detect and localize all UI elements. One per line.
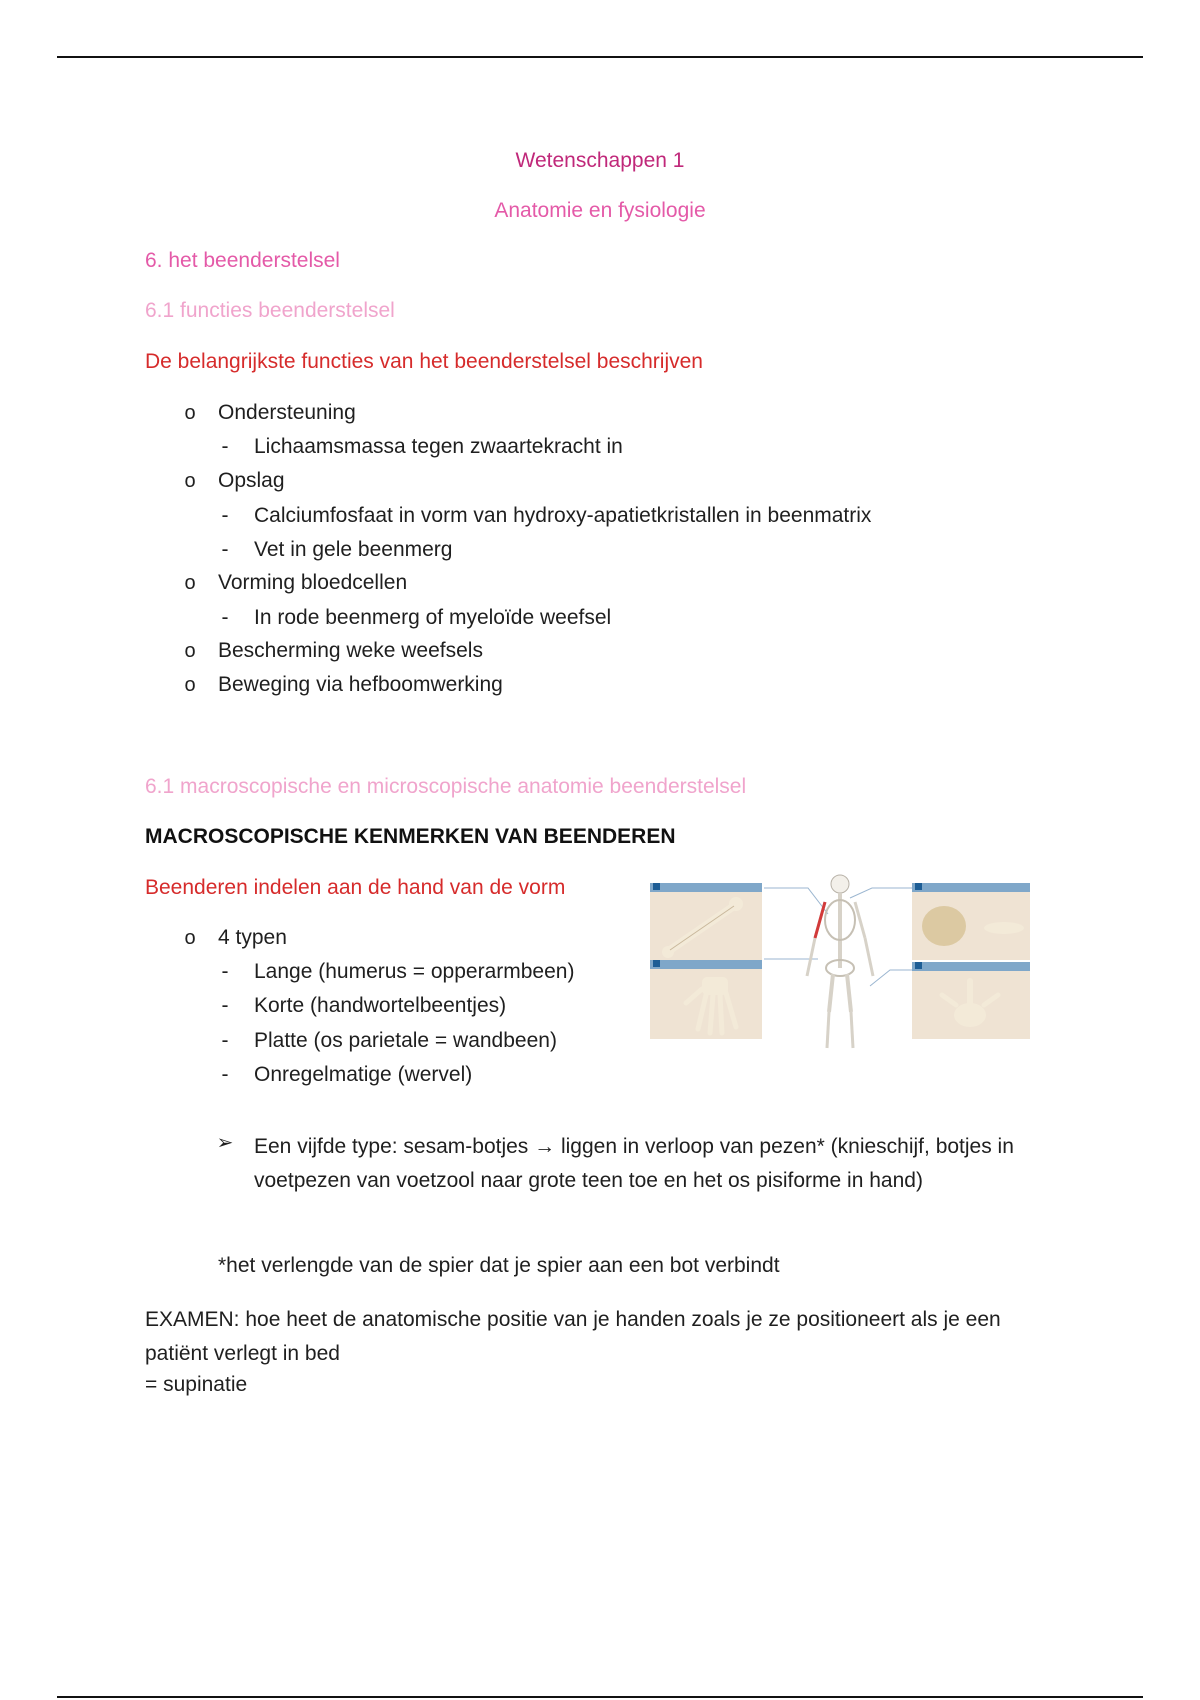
dash-bullet-icon: -: [221, 1063, 229, 1086]
dash-bullet-icon: -: [221, 435, 229, 458]
flat-bone-icon: [912, 892, 1030, 960]
sub-list-item: Calciumfosfaat in vorm van hydroxy-apatietkristallen in beenmatrix: [254, 504, 872, 527]
arrow-bullet-icon: ➢: [216, 1132, 234, 1154]
sub-list-item: Lichaamsmassa tegen zwaartekracht in: [254, 435, 623, 458]
document-title: Wetenschappen 1: [515, 149, 685, 172]
irregular-bone-panel: [912, 962, 1030, 1039]
top-rule: [57, 56, 1143, 58]
dash-bullet-icon: -: [221, 606, 229, 629]
skeleton-icon: [795, 872, 885, 1052]
exam-question: EXAMEN: hoe heet de anatomische positie van je handen zoals je ze positioneert als je een patiënt verlegt in bed: [145, 1308, 1001, 1365]
panel-tag-icon: [915, 883, 922, 890]
exam-answer: = supinatie: [145, 1373, 248, 1396]
bone-type-long: Lange (humerus = opperarmbeen): [254, 960, 575, 983]
long-bone-panel: [650, 883, 762, 960]
short-bone-panel: [650, 960, 762, 1039]
learning-objective-functions: De belangrijkste functies van het beenderstelsel beschrijven: [145, 350, 703, 373]
list-item: Vorming bloedcellen: [218, 571, 408, 594]
footnote: *het verlengde van de spier dat je spier aan een bot verbindt: [218, 1254, 780, 1277]
long-bone-icon: [650, 892, 762, 960]
learning-objective-shape: Beenderen indelen aan de hand van de vorm: [145, 876, 566, 899]
bone-type-short: Korte (handwortelbeentjes): [254, 994, 507, 1017]
dash-bullet-icon: -: [221, 994, 229, 1017]
chapter-heading: 6. het beenderstelsel: [145, 249, 340, 272]
section-heading-anatomy: 6.1 macroscopische en microscopische anatomie beenderstelsel: [145, 775, 747, 798]
circle-bullet-icon: o: [184, 402, 196, 424]
circle-bullet-icon: o: [184, 572, 196, 594]
list-item: 4 typen: [218, 926, 287, 949]
list-item: Beweging via hefboomwerking: [218, 673, 503, 696]
fifth-type-note: Een vijfde type: sesam-botjes → liggen in verloop van pezen* (knieschijf, botjes in voetpezen van voetzool naar grote teen toe en het os pisiforme in hand): [254, 1135, 1014, 1192]
bone-types-figure: [650, 872, 1030, 1052]
panel-tag-icon: [653, 960, 660, 967]
sub-list-item: Vet in gele beenmerg: [254, 538, 453, 561]
bottom-rule: [57, 1696, 1143, 1698]
list-item: Opslag: [218, 469, 285, 492]
circle-bullet-icon: o: [184, 927, 196, 949]
panel-tag-icon: [915, 962, 922, 969]
dash-bullet-icon: -: [221, 538, 229, 561]
list-item: Ondersteuning: [218, 401, 356, 424]
hand-bones-icon: [650, 969, 762, 1039]
flat-bone-panel: [912, 883, 1030, 960]
bone-type-flat: Platte (os parietale = wandbeen): [254, 1029, 557, 1052]
document-subtitle: Anatomie en fysiologie: [494, 199, 706, 222]
sub-list-item: In rode beenmerg of myeloïde weefsel: [254, 606, 612, 629]
subheading-macroscopic: MACROSCOPISCHE KENMERKEN VAN BEENDEREN: [145, 825, 676, 848]
dash-bullet-icon: -: [221, 1029, 229, 1052]
bone-type-irregular: Onregelmatige (wervel): [254, 1063, 473, 1086]
dash-bullet-icon: -: [221, 960, 229, 983]
panel-tag-icon: [653, 883, 660, 890]
circle-bullet-icon: o: [184, 674, 196, 696]
section-heading-functions: 6.1 functies beenderstelsel: [145, 299, 395, 322]
circle-bullet-icon: o: [184, 640, 196, 662]
circle-bullet-icon: o: [184, 470, 196, 492]
vertebra-icon: [912, 971, 1030, 1039]
list-item: Bescherming weke weefsels: [218, 639, 483, 662]
dash-bullet-icon: -: [221, 504, 229, 527]
